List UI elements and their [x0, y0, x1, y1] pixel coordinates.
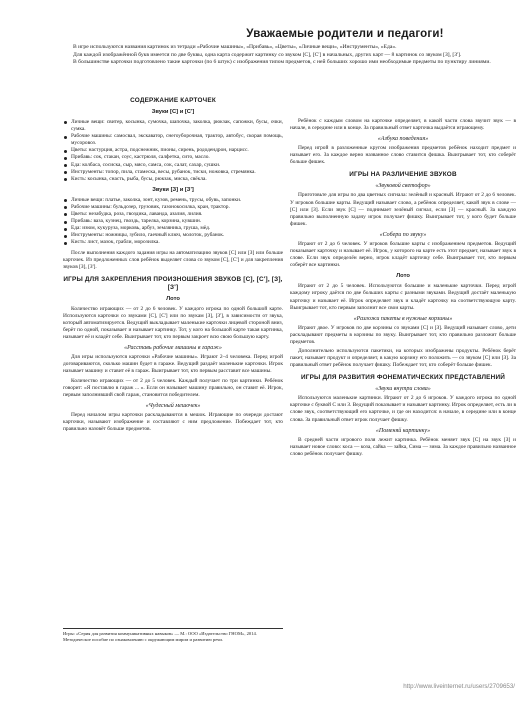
list-item: Рабочие машины: самосвал, экскаватор, снегоуборочная, трактор, автобус, скорая помощь, мусоровоз. [63, 133, 283, 147]
list-item: Кисть: лист, мазок, грабли, морозилка. [63, 239, 283, 246]
body-paragraph: В средней части игрового поля лежит картинка. Ребёнок меняет звук [С] на звук [З] и называет новое слово: коса — коза, сайка — зайка, Сима — зима. За каждое правильно названное слово ребёнок получает фишку. [290, 436, 516, 457]
body-paragraph: Приготовьте для игры по два цветных сигнала: зелёный и красный. Играют от 2 до 6 человек. У игроков большие карты. Ведущий называет слово, а ребёнок определяет, какой звук в слове — [С] или [З]. Если звук [С] — поднимает зелёный сигнал, если [З] — красный. За каждую правильно выполненную задачу игрок получает фишку. Выигрывает тот, у кого будет больше фишек. [290, 192, 516, 227]
body-paragraph: Играют от 2 до 6 человек. У игроков большие карты с изображением предметов. Ведущий показывает карточку и называет её. Игрок, у которого на карте есть этот предмет, называет звук в слове. Если звук определён верно, игрок кладёт карточку себе. Выигрывает тот, кто первым соберёт все картинки. [290, 240, 516, 269]
game-title: «Расставь рабочие машины в гараж» [124, 345, 222, 352]
subsection-heading: Лото [166, 295, 180, 302]
subsection-heading: Лото [396, 273, 410, 280]
body-paragraph: Используются маленькие картинки. Играют от 2 до 6 игроков. У каждого игрока по одной карточке с буквой С или З. Ведущий показывает и называет картинку. Игрок определяет, есть ли в слове звук, соответствующий его карточке, и где он находится: в начале, в середине или в конце слова. За правильный ответ игрок получает фишку. [290, 395, 516, 423]
list-item: Прибавь: сок, стакан, соус, кастрюля, салфетка, сито, масло. [63, 154, 283, 161]
list-item: Кисть: косынка, снасть, рыба, бусы, рюкзак, миска, свёкла. [63, 176, 283, 183]
section-heading: ИГРЫ ДЛЯ ЗАКРЕПЛЕНИЯ ПРОИЗНОШЕНИЯ ЗВУКОВ [С], [С'], [З], [З'] [63, 275, 283, 291]
list-item: Личные вещи: свитер, косынка, сумочка, шапочка, заколка, рюкзак, сапожки, бусы, очки, сумка. [63, 119, 283, 133]
list-item: Цветы: незабудка, роза, гвоздика, лаванда, азалия, лилия. [63, 211, 283, 218]
footnote [63, 628, 283, 643]
body-paragraph: Дополнительно используются пакетики, на которых изображены продукты. Ребёнок берёт пакет, называет продукт и определяет, в какую корзину его положить — со звуком [С] или [З]. За правильный ответ ребёнок получает фишку. Побеждает тот, кто соберёт больше фишек. [290, 347, 516, 369]
body-paragraph: После выполнения каждого задания игры на автоматизацию звуков [С] или [З] или больше карточек. Из предложенных слов ребёнок выделяет слова со звуком [С], [С'] и для закрепления звуков [З], [З']. [63, 249, 283, 270]
body-paragraph: Для игры используются карточки «Рабочие машины». Играют 2–4 человека. Перед игрой договариваются, сколько машин будет в гараже. Ведущий раздаёт маленькие карточки. Игрок называет машину и ставит её в гараж. Выигрывает тот, кто первым расставит все машины. [63, 354, 283, 375]
intro-paragraph: В большинстве карточки подготовлено такие карточки (по 6 штук) с изображения типом предметов, с ней больших хорошо ими необходимые предметы по пунктиру линиями. [73, 59, 491, 66]
section-heading: ИГРЫ ДЛЯ РАЗВИТИЯ ФОНЕМАТИЧЕСКИХ ПРЕДСТАВЛЕНИЙ [300, 374, 506, 382]
body-paragraph: Играют двое. У игроков по две корзины со звуками [С] и [З]. Ведущий называет слово, дети раскладывают предметы в корзины по звуку. Выигрывает тот, кто правильно разложит больше предметов. [290, 324, 516, 345]
list-item: Прибавь: ваза, кузнец, гвоздь, тарелка, корзина, кувшин. [63, 218, 283, 225]
right-column [290, 118, 516, 718]
subsection-heading: Звуки [З] и [З'] [152, 186, 194, 193]
body-paragraph: Количество играющих — от 2 до 6 человек. У каждого игрока по одной большой карте. Используются карточки со звуками [С], [С'] или по звукам [З], [З'], в зависимости от звука, который автоматизируется. Ведущий выкладывает маленькие карточки лицевой стороной вниз, берёт по одной, показывает и называет картинку. Тот, у кого на большой карте такая картинка, называет её и кладёт себе. Выигрывает тот, кто первым закроет всю свою большую карту. [63, 305, 283, 341]
page-title: Уважаемые родители и педагоги! [246, 28, 444, 40]
intro-paragraph: Для каждой изображённой букв имеется по две буквы, одна карта содержит картинку со звуком [С], [С'] в начальных, других карт — 8 картинок со звуком [З], [З']. [73, 51, 462, 58]
game-title: «Чудесный мешочек» [145, 402, 201, 409]
list-item: Цветы: настурция, астра, подснежник, пионы, сирень, рододендрон, нарцисс. [63, 147, 283, 154]
bullet-list [63, 197, 283, 247]
body-paragraph: Перед началом игры карточки раскладываются в мешок. Играющие по очереди достают карточки, называют изображение и составляют с ним предложение. Побеждает тот, кто правильно назовёт больше предметов. [63, 411, 283, 432]
intro-block [63, 44, 515, 67]
game-title: «Разложи пакеты в нужные корзины» [353, 315, 453, 322]
bullet-list [63, 119, 283, 183]
body-paragraph: Количество играющих — от 2 до 5 человек. Каждый получает по три картинки. Ребёнок говорит: «Я поставлю в гараж ... ». Если он называет машину правильно, он ставит её. Игрок, первым заполнивший свой гараж, становится победителем. [63, 377, 283, 398]
body-paragraph: Перед игрой в разложенные кругом изображения предметов ребёнок находит предмет и называет его. За каждое верно названное слово ставится фишка. Выигрывает тот, кто соберёт больше фишек. [290, 145, 516, 166]
game-title: «Звуки внутри слова» [375, 386, 431, 393]
left-column [63, 92, 283, 692]
game-title: «Азбука поведения» [377, 136, 429, 143]
list-item: Еда: изюм, кукуруза, морковь, арбуз, земляника, груша, мёд. [63, 225, 283, 232]
list-item: Личные вещи: платье, заколка, зонт, кузов, ремень, трусы, обувь, запонки. [63, 197, 283, 204]
intro-paragraph: В игре используются названия картинок из тетради «Рабочие машины», «Прибавь», «Цветы», «Личные вещи», «Инструменты», «Еда». [73, 44, 397, 50]
game-title: «Поменяй картинку» [375, 427, 431, 434]
list-item: Инструменты: топор, пила, стамеска, весы, рубанок, тиски, ножовка, стремянка. [63, 169, 283, 176]
subsection-heading: Звуки [С] и [С'] [151, 109, 195, 115]
game-title: «Звуковой светофор» [375, 183, 431, 190]
game-title: «Собери по звуку» [379, 231, 427, 238]
footnote-line: Игры: «Серия для развития коммуникативных навыков» — М.: ООО «Издательство ГНОМ», 2014. [63, 631, 257, 636]
watermark-url: http://www.liveinternet.ru/users/2709653/ [403, 683, 515, 690]
section-heading: СОДЕРЖАНИЕ КАРТОЧЕК [130, 97, 216, 104]
footnote-line: Методическое пособие по ознакомлению с окружающим миром и развитию речи. [63, 637, 224, 642]
body-paragraph: Играют от 2 до 5 человек. Используются большие и маленькие карточки. Перед игрой каждому игроку даётся по две больших карты с разными звуками. Ведущий достаёт маленькую карточку и называет её. Игрок определяет звук и кладёт карточку на соответствующую карту. Выигрывает тот, кто первым заполнит все свои карты. [290, 283, 516, 311]
list-item: Рабочие машины: бульдозер, грузовик, газонокосилка, кран, трактор. [63, 204, 283, 211]
list-item: Еда: колбаса, сосиска, сыр, мясо, самса, сок, салат, сахар, сушки. [63, 162, 283, 169]
body-paragraph: Ребёнок с каждым словом на карточке определяет, в какой части слова звучит звук — в начале, в середине или в конце. За правильный ответ карточка выдаётся играющему. [290, 118, 516, 132]
list-item: Инструменты: ножницы, зубило, гаечный ключ, молоток, рубанок. [63, 232, 283, 239]
section-heading: ИГРЫ НА РАЗЛИЧЕНИЕ ЗВУКОВ [349, 171, 457, 179]
